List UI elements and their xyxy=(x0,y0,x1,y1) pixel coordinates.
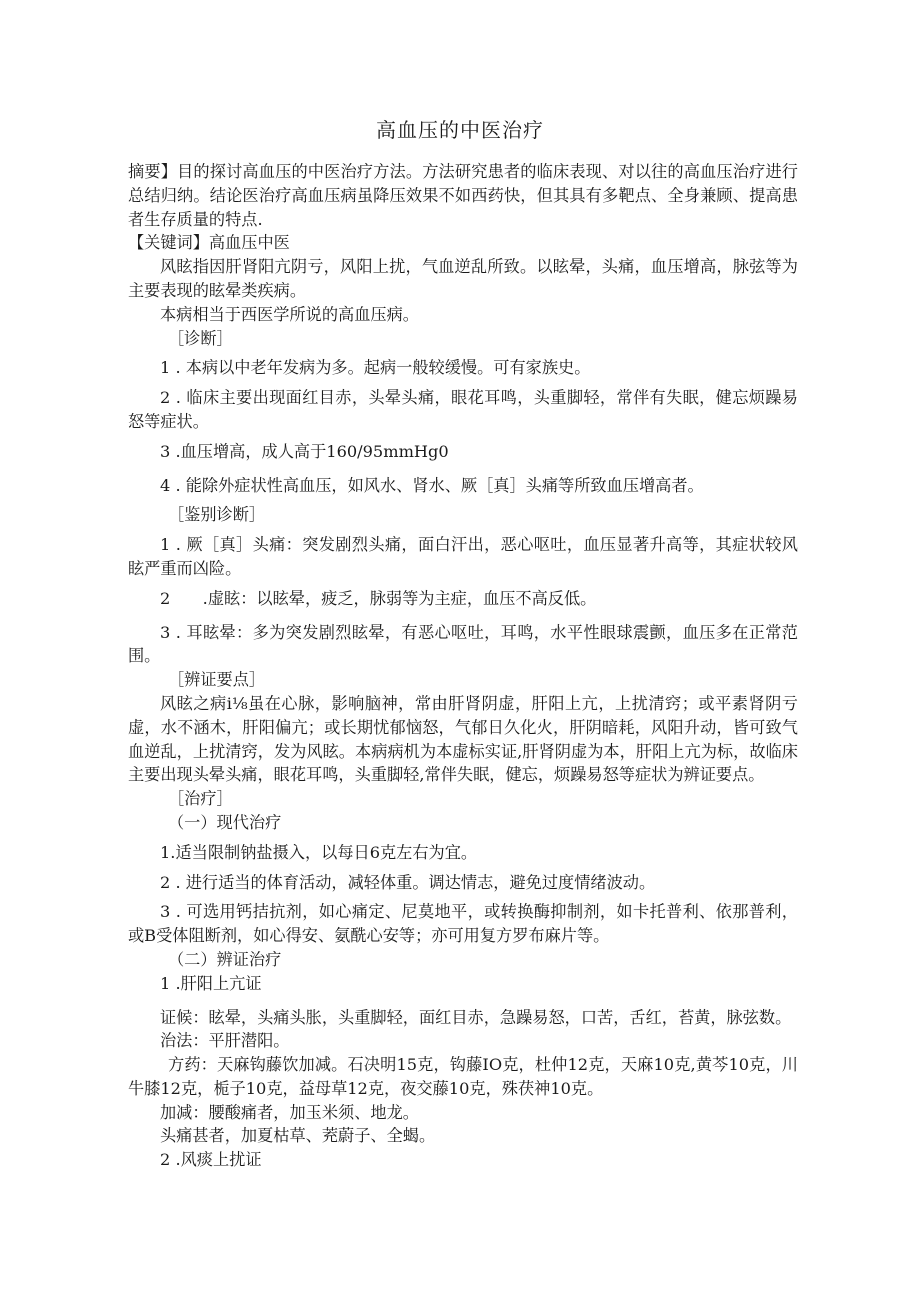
prescription-paragraph: 方药：天麻钩藤饮加减。石决明15克，钩藤IO克，杜仲12克，天麻10克,黄芩10克，川牛膝12克，栀子10克，益母草12克，夜交藤10克，殊茯神10克。 xyxy=(128,1055,798,1098)
section-heading-treatment: ［治疗］ xyxy=(168,789,233,809)
modification-line-2: 头痛甚者，加夏枯草、茺蔚子、全蝎。 xyxy=(160,1126,436,1146)
section-heading-differential: ［鉴别诊断］ xyxy=(168,505,266,525)
modern-treatment-item-2: 2 . 进行适当的体育活动，减轻体重。调达情志，避免过度情绪波动。 xyxy=(160,872,656,892)
symptoms-paragraph: 证候：眩晕，头痛头胀，头重脚轻，面红目赤，急躁易怒，口苦，舌红，苔黄，脉弦数。 xyxy=(160,1007,792,1027)
key-points-paragraph: 风眩之病i⅛虽在心脉，影响脑神，常由肝肾阴虚，肝阳上亢，上扰清窍；或平素肾阴亏虚，水不涵木，肝阳偏亢；或长期忧郁恼怒，气郁日久化火，肝阴暗耗，风阳升动，皆可致气血逆乱，上扰清窍，发为风眩。本病病机为本虚标实证,肝肾阴虚为本，肝阳上亢为标，故临床主要出现头晕头痛，眼花耳鸣，头重脚轻,常伴失眠，健忘，烦躁易怒等症状为辨证要点。 xyxy=(128,693,798,785)
abstract-paragraph: 摘要】目的探讨高血压的中医治疗方法。方法研究患者的临床表现、对以往的高血压治疗进行总结归纳。结论医治疗高血压病虽降压效果不如西药快，但其具有多靶点、全身兼顾、提高患者生存质量的特点. xyxy=(128,162,798,229)
modification-line-1: 加减：腰酸痛者，加玉米须、地龙。 xyxy=(160,1102,419,1122)
keywords-line: 【关键词】高血压中医 xyxy=(128,233,290,253)
differential-item-3: 3 . 耳眩晕：多为突发剧烈眩晕，有恶心呕吐，耳鸣，水平性眼球震颤，血压多在正常范围。 xyxy=(128,622,798,666)
diagnosis-item-4: 4 . 能除外症状性高血压，如风水、肾水、厥［真］头痛等所致血压增高者。 xyxy=(160,475,704,495)
subheading-modern-treatment: （一）现代治疗 xyxy=(168,812,282,832)
modern-treatment-item-1: 1.适当限制钠盐摄入，以每日6克左右为宜。 xyxy=(160,842,478,862)
section-heading-key-points: ［辨证要点］ xyxy=(168,670,266,690)
differential-item-1: 1 . 厥［真］头痛：突发剧烈头痛，面白汗出，恶心呕吐，血压显著升高等，其症状较风眩严重而凶险。 xyxy=(128,535,798,578)
differential-item-2: 2 .虚眩：以眩晕，疲乏，脉弱等为主症，血压不高反低。 xyxy=(160,588,597,608)
treatment-method-line: 治法：平肝潜阳。 xyxy=(160,1031,290,1051)
modern-treatment-item-3: 3 . 可选用钙拮抗剂，如心痛定、尼莫地平，或转换酶抑制剂，如卡托普利、依那普利，或B受体阻断剂，如心得安、氨酰心安等；亦可用复方罗布麻片等。 xyxy=(128,902,798,946)
subheading-syndrome-treatment: （二）辨证治疗 xyxy=(168,949,282,969)
diagnosis-item-3: 3 .血压增高，成人高于160∕95mmHg0 xyxy=(160,441,449,461)
diagnosis-item-2: 2 . 临床主要出现面红目赤，头晕头痛，眼花耳鸣，头重脚轻，常伴有失眠，健忘烦躁易怒等症状。 xyxy=(128,388,798,431)
section-heading-diagnosis: ［诊断］ xyxy=(168,328,233,348)
western-equivalent-paragraph: 本病相当于西医学所说的高血压病。 xyxy=(160,304,419,324)
diagnosis-item-1: 1 . 本病以中老年发病为多。起病一般较缓慢。可有家族史。 xyxy=(160,358,591,378)
document-title: 高血压的中医治疗 xyxy=(376,118,544,142)
definition-paragraph: 风眩指因肝肾阳亢阴亏，风阳上扰，气血逆乱所致。以眩晕，头痛，血压增高，脉弦等为主要表现的眩晕类疾病。 xyxy=(128,257,798,300)
document-body xyxy=(128,160,798,1172)
syndrome-heading-1: 1 .肝阳上亢证 xyxy=(160,973,262,993)
syndrome-heading-2: 2 .风痰上扰证 xyxy=(160,1150,262,1170)
